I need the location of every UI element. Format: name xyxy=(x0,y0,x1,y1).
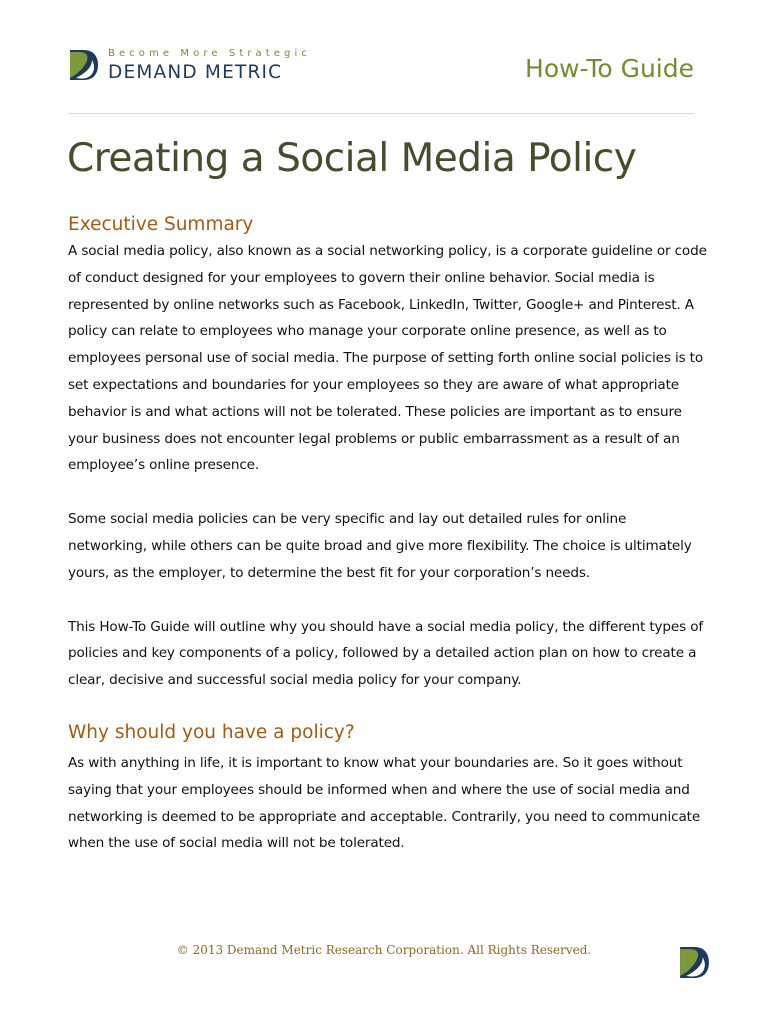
header-divider xyxy=(68,113,694,114)
document-body xyxy=(68,212,708,857)
section-heading-why-policy: Why should you have a policy? xyxy=(68,721,355,743)
paragraph: As with anything in life, it is important to know what your boundaries are. So it goes without saying that your employees should be informed when and where the use of social media and networking is deemed to be appropriate and acceptable. Contrarily, you need to communicate when the use of social media will not be tolerated. xyxy=(68,754,701,852)
demand-metric-logo-icon xyxy=(678,945,711,980)
document-type-label: How-To Guide xyxy=(525,54,694,83)
brand-logo xyxy=(68,46,368,86)
paragraph: Some social media policies can be very specific and lay out detailed rules for online networking, while others can be quite broad and give more flexibility. The choice is ultimately yours, as the employer, to determine the best fit for your corporation’s needs. xyxy=(68,511,692,581)
page-title: Creating a Social Media Policy xyxy=(67,136,637,181)
copyright-notice: © 2013 Demand Metric Research Corporation. All Rights Reserved. xyxy=(176,943,592,957)
brand-tagline: Become More Strategic xyxy=(108,48,311,59)
demand-metric-logo-icon xyxy=(68,48,100,82)
paragraph: A social media policy, also known as a social networking policy, is a corporate guideline or code of conduct designed for your employees to govern their online behavior. Social media is represented by online networks such as Facebook, LinkedIn, Twitter, Google+ and Pinterest. A policy can relate to employees who manage your corporate online presence, as well as to employees personal use of social media. The purpose of setting forth online social policies is to set expectations and boundaries for your employees so they are aware of what appropriate behavior is and what actions will not be tolerated. These policies are important as to ensure your business does not encounter legal problems or public embarrassment as a result of an employee’s online presence. xyxy=(68,243,707,474)
section-heading-executive-summary: Executive Summary xyxy=(68,214,254,235)
page-header xyxy=(68,44,694,92)
brand-name: DEMAND METRIC xyxy=(108,62,283,83)
paragraph: This How-To Guide will outline why you should have a social media policy, the different types of policies and key components of a policy, followed by a detailed action plan on how to create a clear, decisive and successful social media policy for your company. xyxy=(68,618,704,689)
